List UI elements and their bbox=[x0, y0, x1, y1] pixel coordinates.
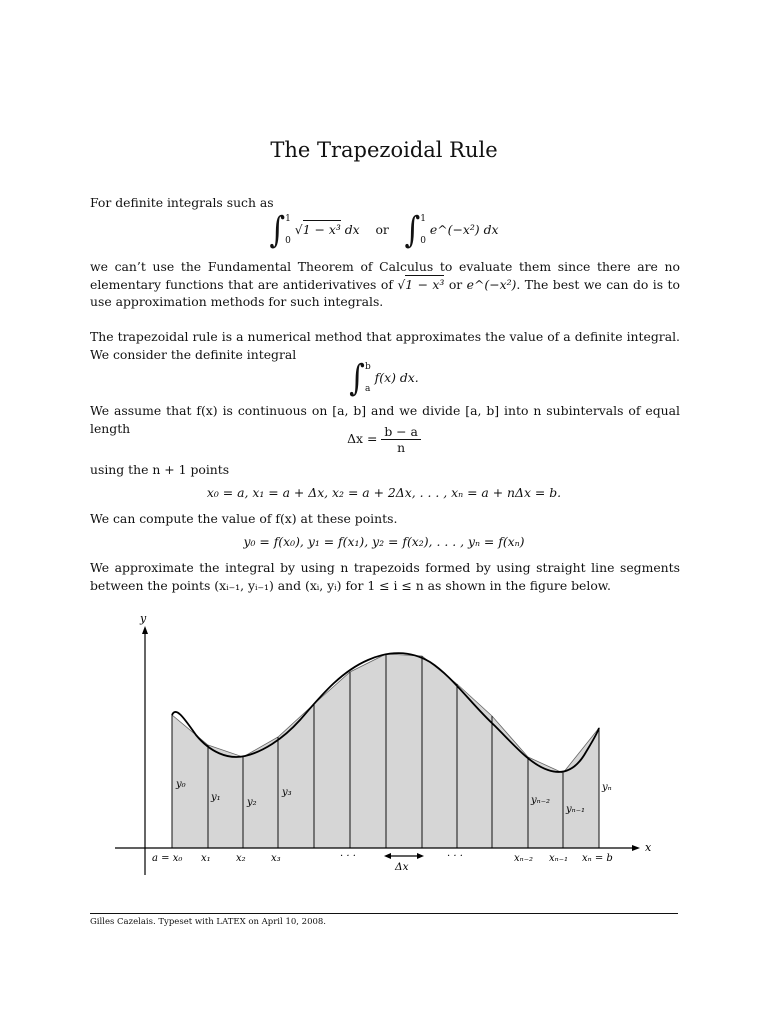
paragraph-3: We assume that f(x) is continuous on [a, b] and we divide [a, b] into n subintervals of equal length bbox=[90, 403, 680, 436]
integral-sign-2: ∫ bbox=[404, 208, 421, 251]
x-axis-label: x bbox=[645, 841, 652, 854]
intro-text: For definite integrals such as bbox=[90, 195, 274, 210]
y-label-n-1: yₙ₋₁ bbox=[566, 804, 585, 815]
footer-divider bbox=[90, 913, 678, 914]
paragraph-1: we can’t use the Fundamental Theorem of Calculus to evaluate them since there are no elementary functions that are antiderivatives of √1 − x³ or e^(−x²). The best we can do is to use approximation methods for such integrals. bbox=[90, 259, 680, 309]
delta-x-label: Δx bbox=[395, 861, 409, 873]
integral-limits-2: 1 0 bbox=[420, 214, 426, 246]
display-integrals: ∫1 0 √1 − x³ dx or ∫1 0 e^(−x²) dx bbox=[269, 208, 499, 251]
or-word: or bbox=[375, 222, 389, 237]
page-title: The Trapezoidal Rule bbox=[270, 138, 498, 162]
x-label-dots-2: · · · bbox=[447, 851, 463, 862]
x-label-dots-1: · · · bbox=[340, 851, 356, 862]
paragraph-2: The trapezoidal rule is a numerical method that approximates the value of a definite integral. We consider the definite integral bbox=[90, 329, 680, 362]
x-labels bbox=[152, 851, 613, 864]
x-label-1: x₁ bbox=[201, 853, 211, 864]
x-label-0: a = x₀ bbox=[152, 853, 183, 864]
x-label-2: x₂ bbox=[236, 853, 246, 864]
integral-sign-3: ∫ bbox=[349, 356, 365, 399]
y-label-n-2: yₙ₋₂ bbox=[531, 795, 550, 806]
x-label-n-1: xₙ₋₁ bbox=[549, 853, 568, 864]
y-axis-label: y bbox=[140, 612, 147, 625]
trapezoid-figure bbox=[0, 600, 768, 890]
display-delta-x: Δx = $\frac{b - a}{n}$ bbox=[0, 424, 768, 455]
display-values: y₀ = f(x₀), y₁ = f(x₁), y₂ = f(x₂), . . . , yₙ = f(xₙ) bbox=[243, 534, 525, 549]
sqrt-expression: 1 − x³ bbox=[302, 222, 341, 237]
x-label-n: xₙ = b bbox=[582, 853, 613, 864]
footer-text: Gilles Cazelais. Typeset with LATEX on April 10, 2008. bbox=[90, 917, 327, 927]
y-label-3: y₃ bbox=[282, 787, 292, 798]
integral-sign: ∫ bbox=[269, 208, 286, 251]
y-label-n: yₙ bbox=[602, 782, 612, 793]
y-axis-arrow bbox=[142, 626, 148, 634]
x-axis-arrow bbox=[632, 845, 640, 851]
integral-limits: 1 0 bbox=[285, 214, 291, 246]
delta-x-arrow bbox=[384, 853, 424, 859]
y-label-1: y₁ bbox=[211, 792, 221, 803]
display-definite-integral: ∫b a f(x) dx. bbox=[349, 356, 419, 399]
x-label-3: x₃ bbox=[271, 853, 281, 864]
paragraph-5: We can compute the value of f(x) at these points. bbox=[90, 511, 398, 526]
paragraph-6: We approximate the integral by using n trapezoids formed by using straight line segments between the points (xᵢ₋₁, yᵢ₋₁) and (xᵢ, yᵢ) for 1 ≤ i ≤ n as shown in the figure below. bbox=[90, 560, 680, 593]
x-label-n-2: xₙ₋₂ bbox=[514, 853, 533, 864]
display-points: x₀ = a, x₁ = a + Δx, x₂ = a + 2Δx, . . . , xₙ = a + nΔx = b. bbox=[206, 485, 562, 500]
y-label-0: y₀ bbox=[176, 779, 186, 790]
y-label-2: y₂ bbox=[247, 797, 257, 808]
paragraph-4: using the n + 1 points bbox=[90, 462, 230, 477]
